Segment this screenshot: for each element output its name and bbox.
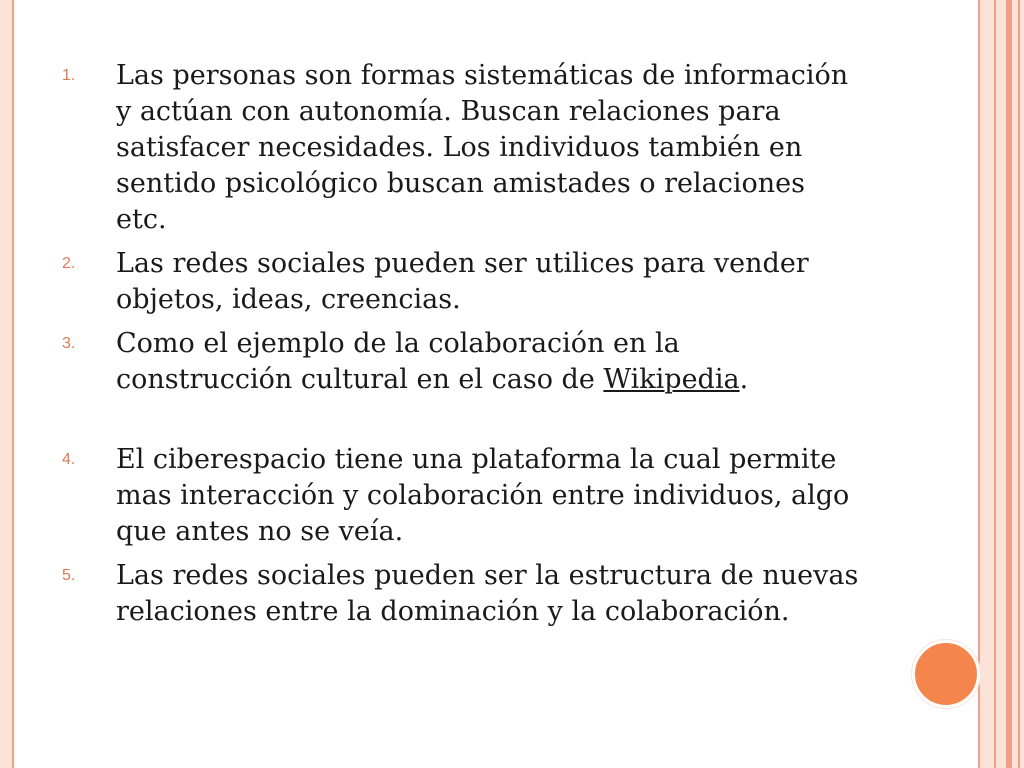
list-item-text: Las redes sociales pueden ser utilices para vender objetos, ideas, creencias. [116,248,809,315]
numbered-list [62,58,862,638]
list-item-text: Como el ejemplo de la colaboración en la construcción cultural en el caso de [116,328,680,395]
frame-stripe [994,0,996,768]
list-number: 4. [62,451,76,468]
frame-stripe [978,0,980,768]
list-item [62,442,862,550]
list-item [62,558,862,630]
list-item-text: Las personas son formas sistemáticas de información y actúan con autonomía. Buscan relaciones para satisfacer necesidades. Los individuos también en sentido psicológico buscan amistades o relaciones etc. [116,60,849,235]
right-frame-border [978,0,1024,768]
list-item [62,58,862,238]
list-item-text-end: . [739,364,749,395]
frame-stripe [1006,0,1012,768]
list-number: 5. [62,567,76,584]
list-item-text: Las redes sociales pueden ser la estructura de nuevas relaciones entre la dominación y la colaboración. [116,560,859,627]
list-item [62,326,862,398]
list-number: 3. [62,335,76,352]
list-number: 1. [62,67,76,84]
wikipedia-link[interactable]: Wikipedia [603,364,740,395]
list-item-text: El ciberespacio tiene una plataforma la cual permite mas interacción y colaboración entre individuos, algo que antes no se veía. [116,444,850,547]
frame-stripe [1018,0,1020,768]
list-number: 2. [62,255,76,272]
left-frame-border [0,0,14,768]
list-item [62,246,862,318]
decorative-circle [912,640,980,708]
